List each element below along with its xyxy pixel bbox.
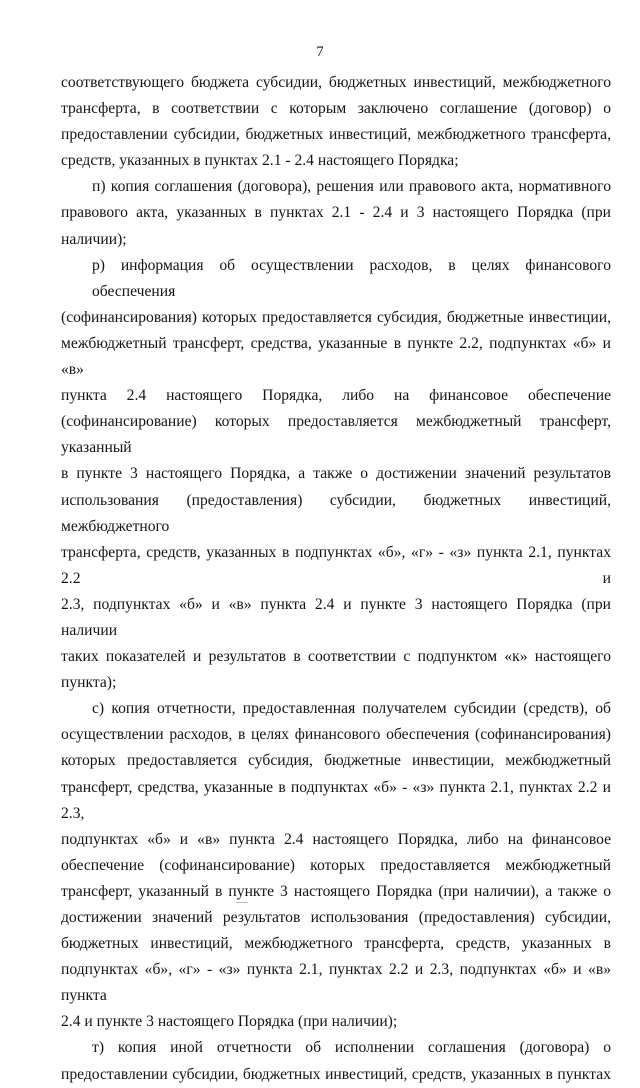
text-line: трансферта, в соответствии с которым заключено соглашение (договор) о (61, 100, 611, 118)
text-line: (софинансирование) которых предоставляется межбюджетный трансферт, указанный (61, 413, 611, 457)
text-line: 2.3, подпунктах «б» и «в» пункта 2.4 и пункте 3 настоящего Порядка (при наличии (61, 595, 611, 639)
text-line: достижении значений результатов использования (предоставления) субсидии, (61, 909, 611, 926)
text-line: (софинансирования) которых предоставляется субсидия, бюджетные инвестиции, (61, 308, 611, 326)
text-line: подпунктах «б», «г» - «з» пункта 2.1, пунктах 2.2 и 2.3, подпунктах «б» и «в» пункта (61, 961, 611, 1005)
text-line: межбюджетный трансферт, средства, указанные в пункте 2.2, подпунктах «б» и «в» (61, 334, 611, 379)
text-line: т) копия иной отчетности об исполнении соглашения (договора) о (92, 1039, 611, 1057)
text-line: пункта); (61, 674, 117, 692)
text-line: бюджетных инвестиций, межбюджетного трансферта, средств, указанных в (61, 935, 611, 953)
text-line: трансферт, средства, указанные в подпунктах «б» - «з» пункта 2.1, пунктах 2.2 и 2.3, (61, 778, 611, 822)
text-line: трансферт, указанный в пункте 3 настоящего Порядка (при наличии), а также о (61, 882, 611, 900)
body-text (61, 70, 611, 1088)
text-line: в пункте 3 настоящего Порядка, а также о достижении значений результатов (61, 465, 611, 483)
text-line: п) копия соглашения (договора), решения или правового акта, нормативного (92, 178, 611, 196)
text-line: с) копия отчетности, предоставленная получателем субсидии (средств), об (92, 700, 611, 718)
text-line: осуществлении расходов, в целях финансового обеспечения (софинансирования) (61, 726, 611, 744)
page-number: 7 (316, 44, 324, 60)
text-line: 2.4 и пункте 3 настоящего Порядка (при наличии); (61, 1013, 398, 1031)
scan-artifact (236, 902, 248, 903)
text-line: предоставлении субсидии, бюджетных инвестиций, межбюджетного трансферта, (61, 126, 611, 144)
text-line: пункта 2.4 настоящего Порядка, либо на финансовое обеспечение (61, 387, 611, 405)
text-line: предоставлении субсидии, бюджетных инвестиций, средств, указанных в пунктах (61, 1065, 611, 1083)
text-line: правового акта, указанных в пунктах 2.1 - 2.4 и 3 настоящего Порядка (при наличии); (61, 204, 611, 248)
text-line: подпунктах «б» и «в» пункта 2.4 настоящего Порядка, либо на финансовое (61, 830, 611, 848)
text-line: таких показателей и результатов в соответствии с подпунктом «к» настоящего (61, 648, 611, 666)
text-line: обеспечение (софинансирование) которых предоставляется межбюджетный (61, 856, 611, 874)
text-line: трансферта, средств, указанных в подпунктах «б», «г» - «з» пункта 2.1, пунктах 2.2 и (61, 543, 611, 587)
text-line: использования (предоставления) субсидии, бюджетных инвестиций, межбюджетного (61, 491, 611, 535)
text-line: р) информация об осуществлении расходов, в целях финансового обеспечения (92, 256, 611, 300)
text-line: соответствующего бюджета субсидии, бюджетных инвестиций, межбюджетного (61, 74, 611, 91)
text-line: которых предоставляется субсидия, бюджетные инвестиции, межбюджетный (61, 752, 611, 770)
text-line: средств, указанных в пунктах 2.1 - 2.4 настоящего Порядка; (61, 152, 459, 170)
